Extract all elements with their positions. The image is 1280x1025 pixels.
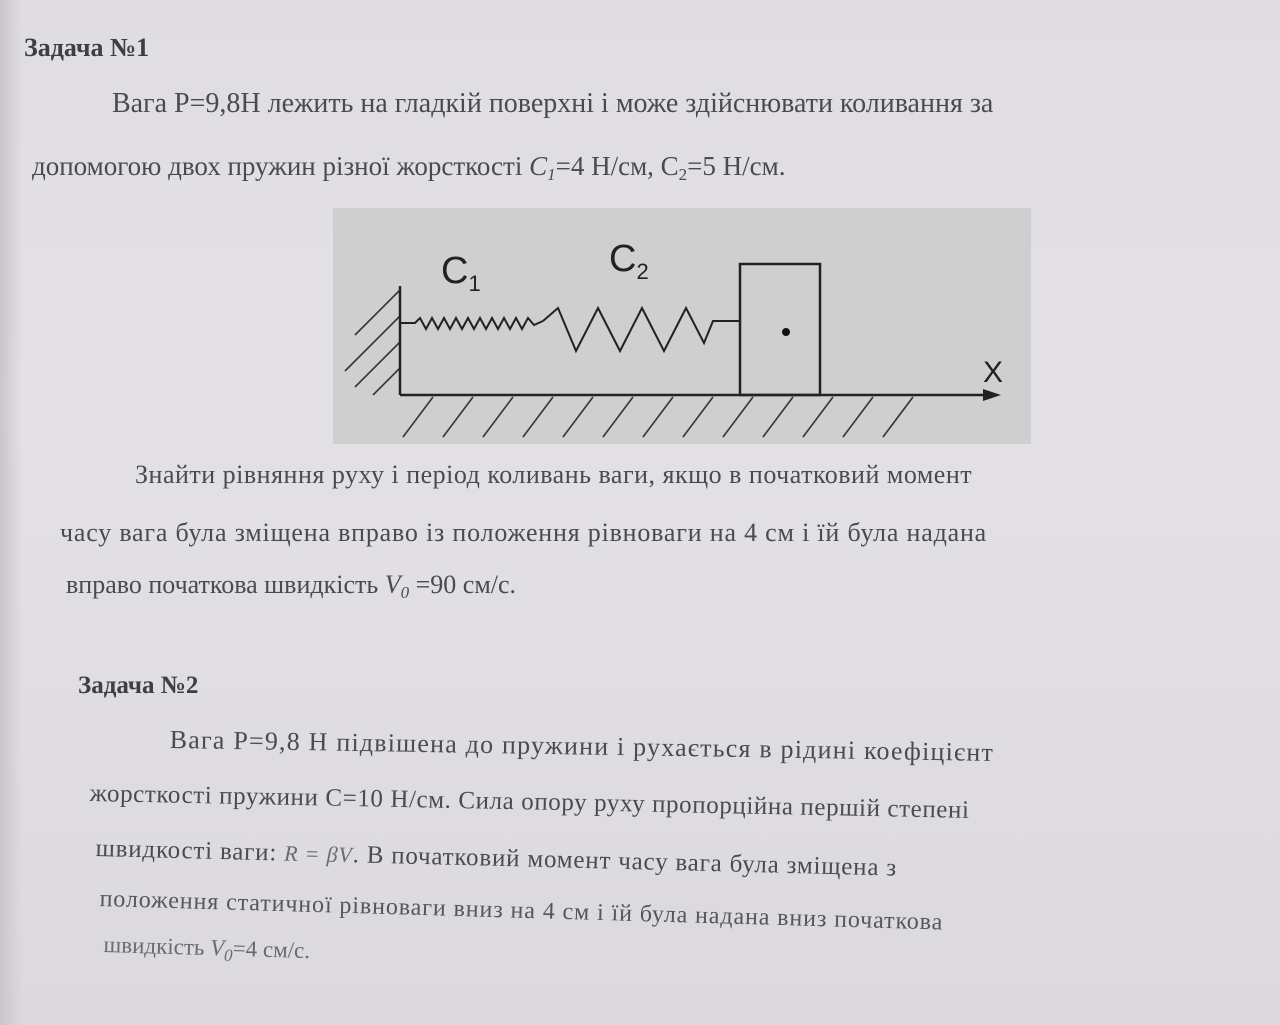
- v0-subscript-1: 0: [400, 583, 410, 602]
- problem1-task-line1: Знайти рівняння руху і період коливань ваги, якщо в початковий момент: [135, 460, 973, 489]
- problem1-task-line3-text: вправо початкова швидкість: [66, 570, 385, 599]
- label-c1-letter: C: [441, 250, 469, 292]
- label-c2-sub: 2: [636, 259, 649, 284]
- mass-center-dot: [782, 328, 790, 336]
- problem1-heading: Задача №1: [24, 33, 150, 62]
- v0-symbol-1: V: [384, 570, 401, 599]
- wall-hatching: [345, 290, 400, 395]
- problem1-line1: Вага Р=9,8Н лежить на гладкій поверхні і може здійснювати коливання за: [112, 88, 994, 119]
- spring-c2: [543, 308, 740, 351]
- spring-c1: [400, 318, 543, 329]
- problem2-line1: Вага Р=9,8 Н підвішена до пружини і рухається в рідині коефіцієнт: [169, 725, 995, 767]
- problem2-line3: [95, 835, 897, 883]
- problem1-task-line2: часу вага була зміщена вправо із положення рівноваги на 4 см і їй була надана: [60, 518, 988, 547]
- problem2-line3-rest: . В початковий момент часу вага була зміщена з: [352, 841, 898, 882]
- problem1-task-line3: [66, 570, 516, 603]
- c2-symbol: C: [660, 151, 679, 181]
- c1-value: =4 Н/см,: [555, 151, 661, 181]
- axis-x-label: X: [983, 356, 1004, 389]
- page-shadow-edge: [0, 0, 22, 1025]
- mass-block: [740, 264, 820, 395]
- problem2-heading: Задача №2: [78, 672, 199, 699]
- spring-mass-figure: [333, 208, 1031, 444]
- floor-hatching: [403, 397, 913, 437]
- v0-value-1: =90 см/с.: [409, 570, 517, 599]
- v0-subscript-2: 0: [223, 945, 233, 965]
- problem2-line5-text: швидкість: [103, 932, 211, 961]
- label-c2: [609, 238, 649, 285]
- c2-subscript: 2: [678, 165, 688, 184]
- drag-formula: R = βV: [283, 840, 353, 868]
- v0-value-2: =4 см/с.: [232, 935, 311, 964]
- label-c1: [441, 250, 481, 297]
- problem2-line2: жорсткості пружини С=10 Н/см. Сила опору руху пропорційна першій степені: [89, 780, 970, 824]
- c1-symbol: C: [529, 151, 548, 181]
- problem2-line4: положення статичної рівноваги вниз на 4 см і їй була надана вниз початкова: [99, 886, 944, 936]
- c1-subscript: 1: [547, 165, 556, 184]
- label-c2-letter: C: [609, 238, 637, 280]
- problem2-line5: [103, 932, 310, 968]
- spring-mass-diagram: [333, 208, 1031, 444]
- problem1-line2: [32, 151, 785, 185]
- problem2-line3-text: швидкості ваги:: [95, 835, 278, 867]
- x-axis-arrowhead: [983, 389, 1001, 401]
- c2-value: =5 Н/см.: [687, 151, 786, 181]
- label-c1-sub: 1: [468, 271, 481, 296]
- v0-symbol-2: V: [209, 935, 225, 961]
- problem1-line2-text: допомогою двох пружин різної жорсткості: [32, 151, 530, 181]
